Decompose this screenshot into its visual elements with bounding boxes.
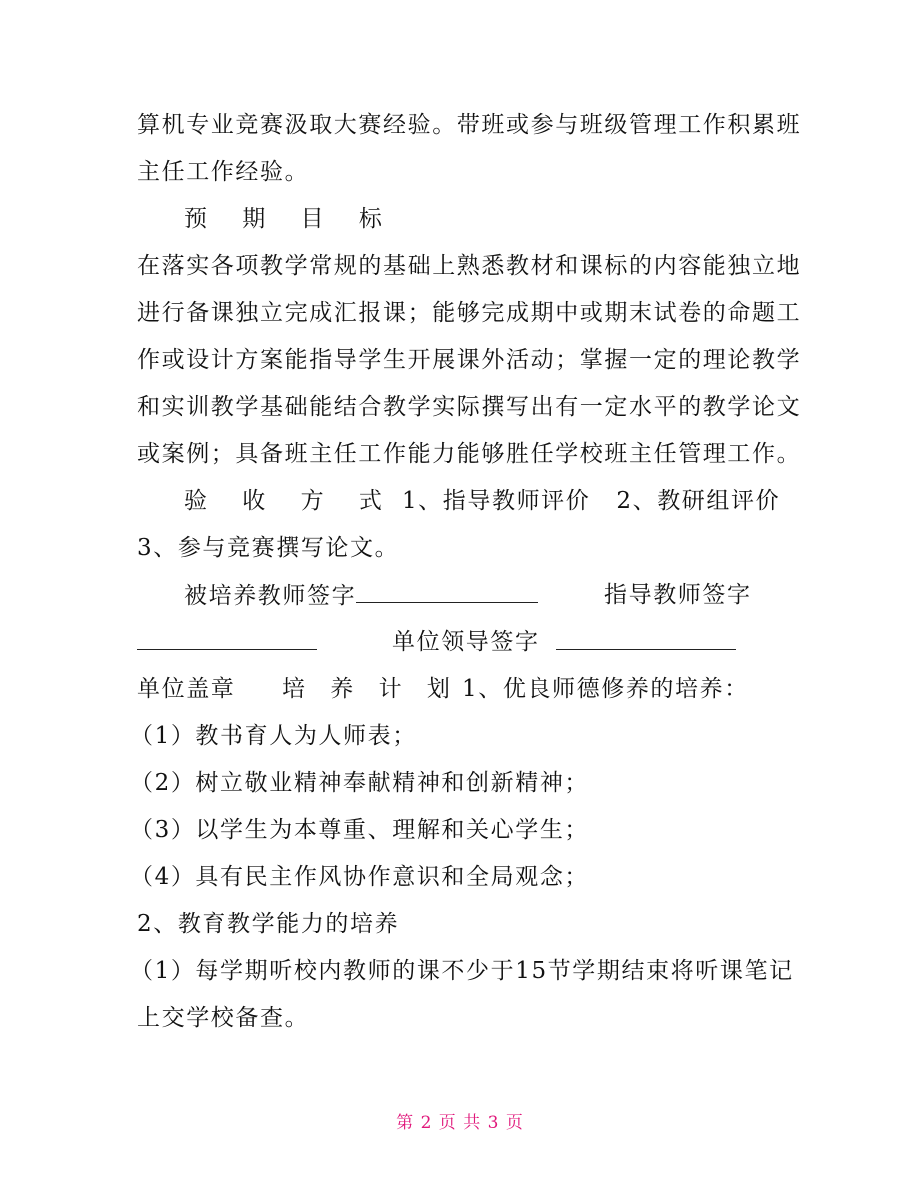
plan-item-1: 1、优良师德修养的培养： (462, 676, 749, 702)
section-heading-goals: 预 期 目 标 (184, 206, 396, 232)
section-heading-acceptance: 验 收 方 式 (184, 488, 396, 514)
page-number-footer: 第 2 页 共 3 页 (396, 1113, 524, 1133)
paragraph-line: 和实训教学基础能结合教学实际撰写出有一定水平的教学论文 (137, 394, 802, 420)
paragraph-line: 算机专业竞赛汲取大赛经验。带班或参与班级管理工作积累班 (137, 112, 802, 138)
list-item: （1）教书育人为人师表； (130, 723, 417, 749)
signature-line-2 (137, 627, 317, 658)
list-item: （3）以学生为本尊重、理解和关心学生； (130, 817, 590, 843)
unit-seal-label: 单位盖章 (137, 676, 236, 702)
acceptance-line (184, 486, 780, 516)
section-heading-plan: 培 养 计 划 (282, 676, 459, 702)
mentor-signature-label: 指导教师签字 (604, 582, 752, 608)
paragraph-line: 在落实各项教学常规的基础上熟悉教材和课标的内容能独立地 (137, 253, 802, 279)
paragraph-line: 进行备课独立完成汇报课；能够完成期中或期末试卷的命题工 (137, 300, 802, 326)
paragraph-line: 或案例；具备班主任工作能力能够胜任学校班主任管理工作。 (137, 441, 802, 467)
trainee-signature-blank (356, 580, 538, 603)
list-item: （1）每学期听校内教师的课不少于15节学期结束将听课笔记 (130, 958, 794, 984)
list-item: （4）具有民主作风协作意识和全局观念； (130, 864, 590, 890)
paragraph-line: 作或设计方案能指导学生开展课外活动；掌握一定的理论教学 (137, 347, 802, 373)
leader-signature-label: 单位领导签字 (392, 629, 540, 655)
leader-signature-area (556, 627, 736, 658)
trainee-signature-label: 被培养教师签字 (184, 583, 357, 609)
acceptance-item-3: 3、参与竞赛撰写论文。 (137, 535, 400, 561)
signature-line-1 (184, 580, 538, 611)
leader-signature-blank (556, 627, 736, 650)
paragraph-line: 上交学校备查。 (137, 1005, 310, 1031)
mentor-signature-blank (137, 627, 317, 650)
acceptance-item-1: 1、指导教师评价 (401, 488, 591, 514)
paragraph-line: 主任工作经验。 (137, 159, 310, 185)
list-item: （2）树立敬业精神奉献精神和创新精神； (130, 770, 590, 796)
plan-item-2: 2、教育教学能力的培养 (137, 911, 400, 937)
acceptance-item-2: 2、教研组评价 (616, 488, 781, 514)
